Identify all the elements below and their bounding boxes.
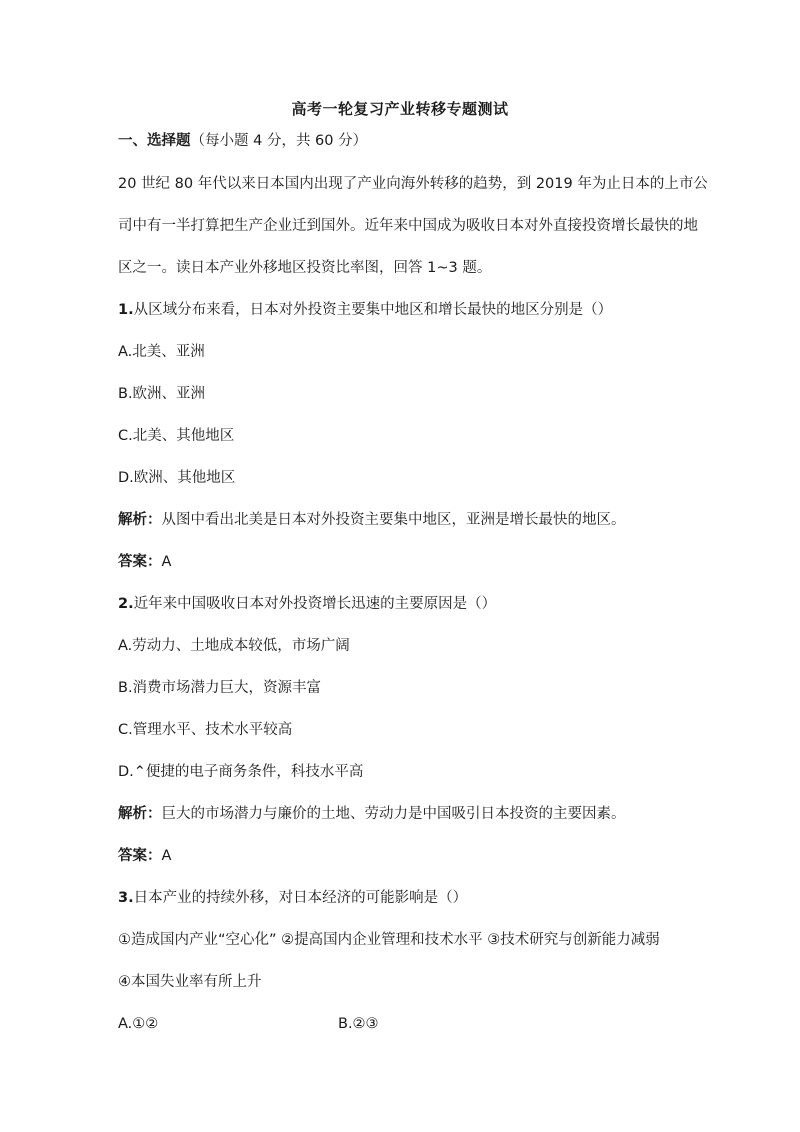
question-number: 1. — [118, 302, 134, 318]
section-heading — [118, 131, 698, 151]
question-number: 2. — [118, 596, 134, 612]
section-note: （每小题 4 分，共 60 分） — [190, 133, 368, 149]
q3-option-a: A.①② — [118, 1016, 159, 1032]
analysis-text: 从图中看出北美是日本对外投资主要集中地区，亚洲是增长最快的地区。 — [161, 512, 626, 528]
question-2-stem — [118, 594, 698, 614]
q1-option-a: A.北美、亚洲 — [118, 344, 205, 360]
question-text: 近年来中国吸收日本对外投资增长迅速的主要原因是（） — [133, 596, 497, 612]
analysis-label: 解析： — [118, 806, 162, 822]
question-number: 3. — [118, 890, 134, 906]
q1-option-b: B.欧洲、亚洲 — [118, 386, 206, 402]
q1-option-c: C.北美、其他地区 — [118, 428, 235, 444]
q3-options-row — [118, 1014, 698, 1034]
question-3-stem — [118, 888, 698, 908]
q2-option-d: D.⌃便捷的电子商务条件，科技水平高 — [118, 764, 364, 780]
q1-answer — [118, 552, 698, 572]
q2-analysis — [118, 804, 698, 824]
answer-label: 答案： — [118, 848, 162, 864]
answer-value: A — [161, 554, 172, 570]
q3-items-line-1: ①造成国内产业“空心化” ②提高国内企业管理和技术水平 ③技术研究与创新能力减弱 — [118, 932, 660, 948]
q3-items-line-2: ④本国失业率有所上升 — [118, 974, 262, 990]
question-text: 日本产业的持续外移，对日本经济的可能影响是（） — [133, 890, 468, 906]
answer-label: 答案： — [118, 554, 162, 570]
q1-option-d: D.欧洲、其他地区 — [118, 470, 236, 486]
q2-option-a: A.劳动力、土地成本较低，市场广阔 — [118, 638, 350, 654]
intro-line-3: 区之一。读日本产业外移地区投资比率图，回答 1~3 题。 — [118, 260, 492, 276]
q3-option-b: B.②③ — [338, 1016, 379, 1032]
document-title: 高考一轮复习产业转移专题测试 — [291, 100, 509, 118]
q2-option-b: B.消费市场潜力巨大，资源丰富 — [118, 680, 322, 696]
q2-answer — [118, 846, 698, 866]
intro-line-2: 司中有一半打算把生产企业迁到国外。近年来中国成为吸收日本对外直接投资增长最快的地 — [118, 218, 698, 234]
analysis-label: 解析： — [118, 512, 162, 528]
analysis-text: 巨大的市场潜力与廉价的土地、劳动力是中国吸引日本投资的主要因素。 — [161, 806, 626, 822]
section-label: 一、选择题 — [118, 133, 191, 149]
answer-value: A — [161, 848, 172, 864]
question-1-stem — [118, 300, 698, 320]
q2-option-c: C.管理水平、技术水平较高 — [118, 722, 293, 738]
q1-analysis — [118, 510, 698, 530]
intro-line-1: 20 世纪 80 年代以来日本国内出现了产业向海外转移的趋势，到 2019 年为止日本的上市公 — [118, 176, 708, 192]
question-text: 从区域分布来看，日本对外投资主要集中地区和增长最快的地区分别是（） — [133, 302, 613, 318]
